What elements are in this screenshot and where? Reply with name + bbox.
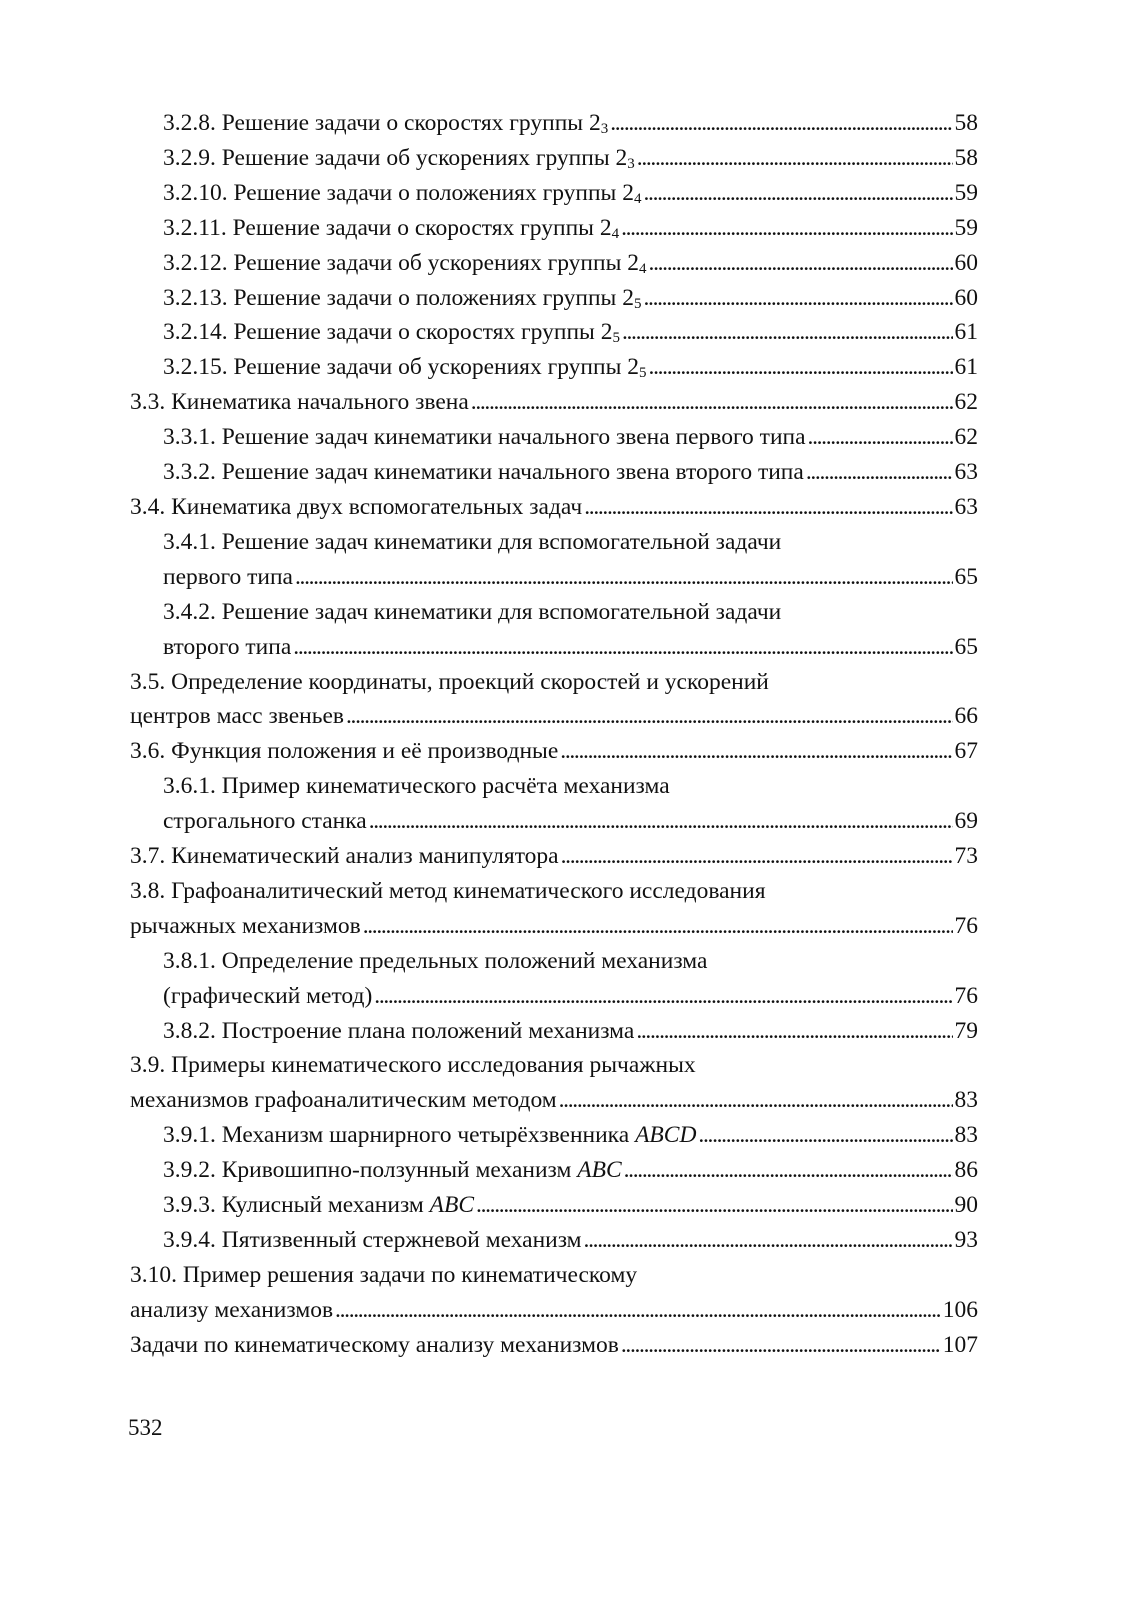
- toc-page-number: 62: [954, 424, 978, 451]
- toc-entry-title: [163, 176, 641, 211]
- toc-entry-title: [130, 1083, 557, 1118]
- dot-leader: [610, 106, 952, 141]
- toc-entry-title-text: 3.2.13. Решение задачи о положениях группы 2: [163, 284, 634, 311]
- toc-entry-title-text: Задачи по кинематическому анализу механизмов: [130, 1331, 619, 1358]
- toc-entry: [130, 665, 978, 735]
- toc-entry-row: [163, 1014, 978, 1049]
- toc-entry-row: [163, 804, 978, 839]
- group-subscript: 4: [611, 225, 620, 242]
- toc-entry-title-line: 3.5. Определение координаты, проекций скоростей и ускорений: [130, 668, 769, 695]
- toc-entry: [130, 595, 978, 665]
- dot-leader: [698, 1118, 952, 1153]
- mechanism-label: ABC: [429, 1192, 475, 1219]
- toc-entry-title: [163, 420, 806, 455]
- toc-entry: [130, 176, 978, 211]
- dot-leader: [363, 909, 953, 944]
- toc-entry-title-text: 3.3.1. Решение задач кинематики начального звена первого типа: [163, 424, 806, 451]
- toc-entry-title: [163, 281, 641, 316]
- toc-entry: [130, 141, 978, 176]
- dot-leader: [624, 1153, 953, 1188]
- toc-entry-title-text: 3.2.12. Решение задачи об ускорениях группы 2: [163, 249, 640, 276]
- toc-entry-title-text: 3.7. Кинематический анализ манипулятора: [130, 843, 559, 870]
- toc-entry-title-text: 3.3.2. Решение задач кинематики начального звена второго типа: [163, 459, 804, 486]
- toc-entry-title-line: 3.8.1. Определение предельных положений механизма: [163, 947, 708, 974]
- toc-entry: [130, 106, 978, 141]
- toc-entry-row: [163, 211, 978, 246]
- toc-entry-title-text: 3.4. Кинематика двух вспомогательных задач: [130, 493, 583, 520]
- toc-entry-row: [163, 560, 978, 595]
- toc-page-number: 93: [954, 1227, 978, 1253]
- toc-entry-title: [130, 1328, 619, 1363]
- toc-entry-title: [163, 350, 647, 385]
- dot-leader: [622, 315, 953, 350]
- group-subscript: 5: [612, 330, 620, 347]
- toc-page-number: 61: [954, 354, 978, 381]
- toc-page-number: 63: [954, 493, 978, 520]
- toc-entry-title-text: механизмов графоаналитическим методом: [130, 1087, 557, 1114]
- dot-leader: [335, 1293, 941, 1328]
- toc-entry-row: [163, 979, 978, 1014]
- toc-entry-title: [130, 385, 469, 420]
- toc-entry-row: [163, 1188, 978, 1223]
- toc-entry-title-text: 3.9.4. Пятизвенный стержневой механизм: [163, 1227, 582, 1253]
- toc-entry-row: [130, 734, 978, 769]
- toc-entry-row: [163, 246, 978, 281]
- toc-entry-title-line: 3.6.1. Пример кинематического расчёта механизма: [163, 773, 670, 800]
- page-number: 532: [128, 1415, 163, 1440]
- toc-entry-title: [130, 1293, 333, 1328]
- toc-entry: [130, 734, 978, 769]
- toc-entry: [130, 211, 978, 246]
- dot-leader: [584, 1223, 953, 1258]
- toc-entry-title: [163, 455, 804, 490]
- dot-leader: [808, 420, 953, 455]
- toc-entry: [130, 1258, 978, 1328]
- toc-entry: [130, 1048, 978, 1118]
- toc-entry-title: [163, 246, 647, 281]
- toc-page-number: 83: [954, 1087, 978, 1114]
- dot-leader: [584, 490, 952, 525]
- toc-entry: [130, 315, 978, 350]
- toc-page-number: 67: [954, 738, 978, 765]
- toc-entry-title: [163, 1223, 582, 1258]
- toc-entry: [130, 839, 978, 874]
- dot-leader: [643, 281, 952, 316]
- toc-entry-title-text: 3.2.14. Решение задачи о скоростях группы 2: [163, 319, 613, 346]
- toc-entry-title: [130, 839, 559, 874]
- toc-entry-title-text: 3.2.10. Решение задачи о положениях группы 2: [163, 179, 634, 206]
- toc-entry: [130, 1153, 978, 1188]
- toc-entry-title-text: первого типа: [163, 563, 293, 590]
- toc-entry-title: [163, 315, 620, 350]
- toc-entry-row: [130, 699, 978, 734]
- toc-page-number: 61: [954, 319, 978, 346]
- toc-page-number: 59: [954, 214, 978, 241]
- toc-entry-row: [130, 909, 978, 944]
- dot-leader: [559, 1083, 953, 1118]
- dot-leader: [293, 630, 952, 665]
- toc-entry: [130, 1223, 978, 1258]
- toc-page-number: 59: [954, 179, 978, 206]
- toc-entry: [130, 1118, 978, 1153]
- toc-entry-row: [130, 1328, 978, 1363]
- toc-entry-row: [163, 350, 978, 385]
- toc-entry-row: [163, 281, 978, 316]
- toc-entry-title: [163, 1153, 622, 1188]
- toc-entry: [130, 944, 978, 1014]
- mechanism-label: ABCD: [635, 1122, 697, 1149]
- toc-page-number: 62: [954, 389, 978, 416]
- toc-entry-row: [163, 420, 978, 455]
- toc-entry-title-text: анализу механизмов: [130, 1296, 334, 1323]
- toc-entry: [130, 420, 978, 455]
- dot-leader: [374, 979, 952, 1014]
- toc-entry-title-text: 3.6. Функция положения и её производные: [130, 738, 559, 765]
- toc-page-number: 83: [954, 1122, 978, 1149]
- toc-entry-title-line: 3.4.2. Решение задач кинематики для вспомогательной задачи: [163, 598, 782, 625]
- toc-entry-row: [163, 1153, 978, 1188]
- toc-entry-title-text: 3.2.15. Решение задачи об ускорениях группы 2: [163, 354, 640, 381]
- toc-page-number: 66: [954, 703, 978, 730]
- toc-entry: [130, 385, 978, 420]
- toc-entry-title-line: 3.8. Графоаналитический метод кинематического исследования: [130, 877, 766, 904]
- dot-leader: [295, 560, 953, 595]
- toc-page-number: 106: [942, 1296, 978, 1323]
- toc-entry-title: [163, 1118, 696, 1153]
- toc-entry-row: [163, 315, 978, 350]
- toc-entry-row: [130, 490, 978, 525]
- toc-page-number: 90: [954, 1192, 978, 1219]
- toc-entry-title-text: 3.8.2. Построение плана положений механизма: [163, 1017, 635, 1044]
- toc-page-number: 107: [942, 1331, 978, 1358]
- toc-entry-row: [130, 1083, 978, 1118]
- toc-entry-row: [163, 106, 978, 141]
- dot-leader: [649, 350, 953, 385]
- mechanism-label: ABC: [577, 1157, 622, 1184]
- toc-entry: [130, 350, 978, 385]
- dot-leader: [637, 141, 953, 176]
- group-subscript: 3: [600, 121, 609, 137]
- toc-entry-title: [163, 106, 608, 141]
- toc-entry-title-text: 3.2.8. Решение задачи о скоростях группы 2: [163, 110, 601, 136]
- table-of-contents: [130, 106, 978, 1363]
- toc-entry-row: [163, 1223, 978, 1258]
- toc-page-number: 86: [954, 1157, 978, 1184]
- toc-entry: [130, 769, 978, 839]
- dot-leader: [643, 176, 952, 211]
- toc-page-number: 76: [954, 982, 978, 1009]
- toc-entry-title: [163, 1188, 474, 1223]
- dot-leader: [476, 1188, 952, 1223]
- group-subscript: 5: [633, 295, 642, 312]
- toc-entry-title-line: 3.4.1. Решение задач кинематики для вспомогательной задачи: [163, 528, 782, 555]
- dot-leader: [806, 455, 953, 490]
- dot-leader: [561, 839, 953, 874]
- toc-page-number: 58: [954, 110, 978, 136]
- toc-entry-title: [130, 734, 558, 769]
- toc-entry: [130, 1188, 978, 1223]
- group-subscript: 4: [639, 260, 647, 277]
- toc-page-number: 65: [954, 563, 978, 590]
- toc-entry-title: [163, 1014, 634, 1049]
- dot-leader: [649, 246, 953, 281]
- toc-entry-title: [163, 211, 619, 246]
- toc-entry: [130, 525, 978, 595]
- toc-entry-row: [130, 385, 978, 420]
- toc-page-number: 58: [954, 144, 978, 171]
- toc-entry: [130, 246, 978, 281]
- dot-leader: [560, 734, 952, 769]
- toc-entry-row: [130, 839, 978, 874]
- toc-page-number: 65: [954, 633, 978, 660]
- toc-entry: [130, 455, 978, 490]
- toc-entry-title: [163, 979, 372, 1014]
- toc-entry-row: [163, 141, 978, 176]
- dot-leader: [621, 1328, 941, 1363]
- toc-entry-title-text: 3.9.3. Кулисный механизм: [163, 1192, 430, 1219]
- dot-leader: [636, 1014, 952, 1049]
- toc-entry: [130, 490, 978, 525]
- dot-leader: [369, 804, 953, 839]
- toc-entry: [130, 1014, 978, 1049]
- toc-entry-title: [130, 699, 344, 734]
- toc-entry-row: [163, 176, 978, 211]
- toc-entry-title-text: центров масс звеньев: [130, 703, 344, 730]
- toc-entry-title-text: 3.9.1. Механизм шарнирного четырёхзвенника: [163, 1122, 636, 1149]
- toc-entry-row: [163, 455, 978, 490]
- toc-entry-title: [130, 490, 582, 525]
- toc-page-number: 69: [954, 808, 978, 835]
- toc-entry-title: [130, 909, 361, 944]
- toc-page-number: 79: [954, 1017, 978, 1044]
- toc-entry: [130, 281, 978, 316]
- toc-entry-title: [163, 141, 635, 176]
- group-subscript: 4: [633, 190, 642, 207]
- group-subscript: 5: [639, 365, 647, 382]
- toc-entry-title-line: 3.9. Примеры кинематического исследования рычажных: [130, 1052, 696, 1079]
- toc-entry-title-text: второго типа: [163, 633, 292, 660]
- dot-leader: [346, 699, 953, 734]
- toc-entry-row: [163, 1118, 978, 1153]
- toc-entry-title-text: (графический метод): [163, 982, 373, 1009]
- toc-entry-title-line: 3.10. Пример решения задачи по кинематическому: [130, 1261, 638, 1288]
- toc-entry-title-text: 3.2.11. Решение задачи о скоростях группы 2: [163, 214, 612, 241]
- toc-entry-title-text: строгального станка: [163, 808, 367, 835]
- toc-entry-row: [130, 1293, 978, 1328]
- toc-entry-title-text: 3.9.2. Кривошипно-ползунный механизм: [163, 1157, 578, 1184]
- toc-page-number: 60: [954, 249, 978, 276]
- toc-page-number: 76: [954, 912, 978, 939]
- toc-entry-title-text: 3.3. Кинематика начального звена: [130, 389, 469, 416]
- toc-page-number: 63: [954, 459, 978, 486]
- group-subscript: 3: [627, 155, 635, 172]
- toc-entry-row: [163, 630, 978, 665]
- toc-entry: [130, 874, 978, 944]
- toc-entry-title: [163, 560, 293, 595]
- toc-entry-title-text: рычажных механизмов: [130, 912, 361, 939]
- toc-entry-title: [163, 804, 367, 839]
- dot-leader: [471, 385, 953, 420]
- toc-page-number: 60: [954, 284, 978, 311]
- toc-page-number: 73: [954, 843, 978, 870]
- toc-entry-title-text: 3.2.9. Решение задачи об ускорениях группы 2: [163, 144, 628, 171]
- dot-leader: [621, 211, 952, 246]
- toc-entry: [130, 1328, 978, 1363]
- toc-entry-title: [163, 630, 291, 665]
